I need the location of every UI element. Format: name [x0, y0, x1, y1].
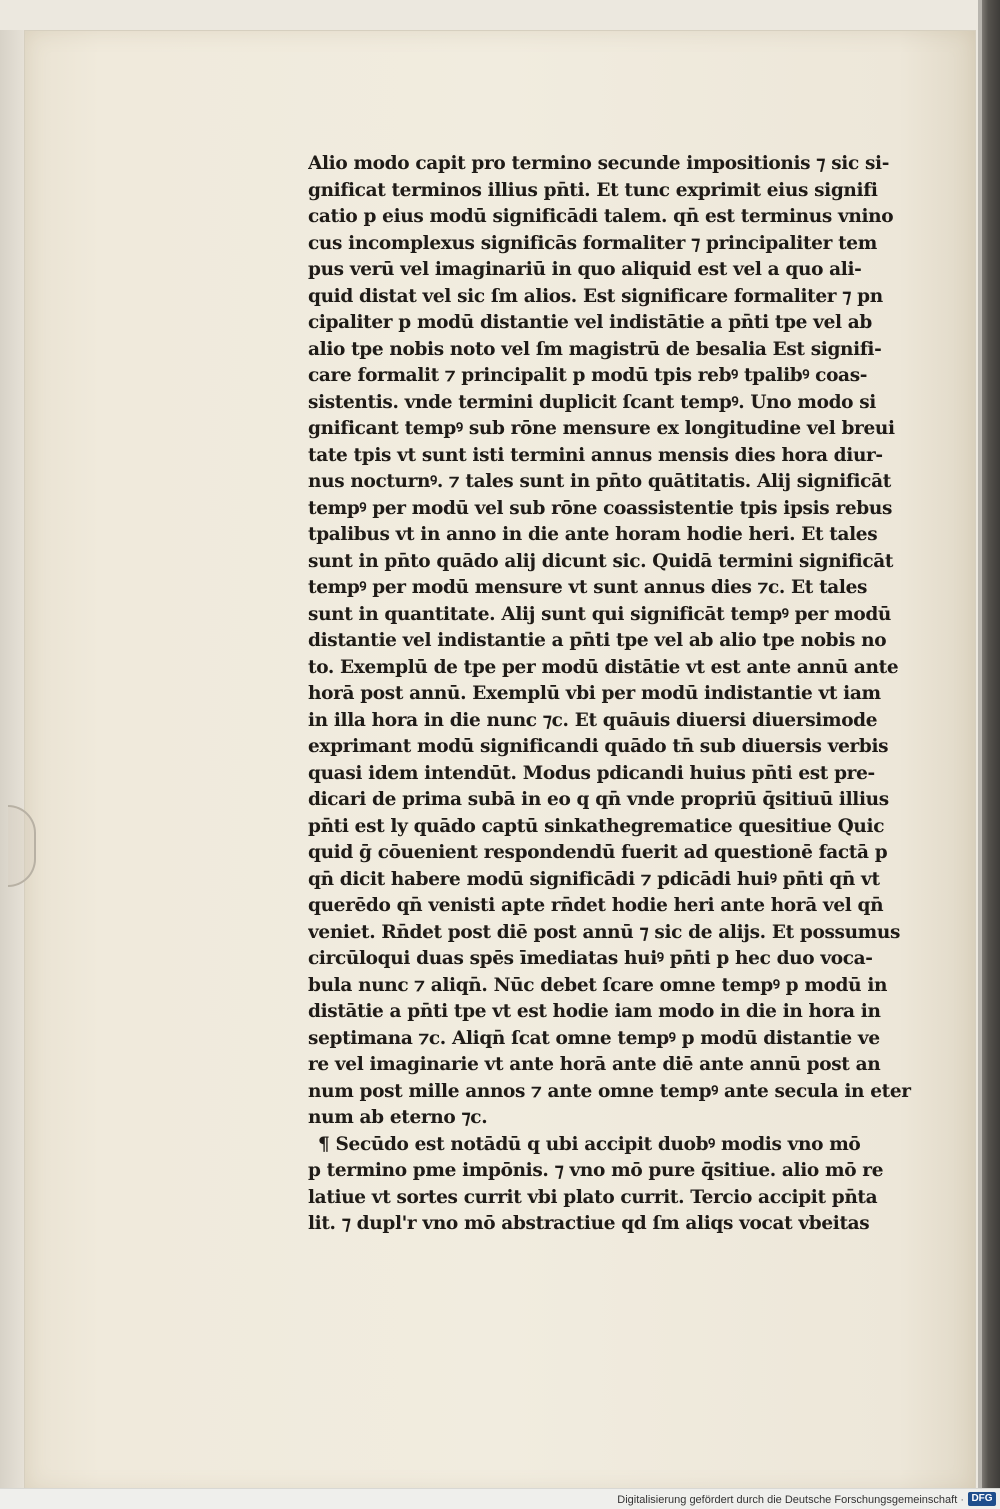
text-line: tpalibus vt in anno in die ante horam hodie heri. Et tales: [308, 524, 878, 545]
text-line: pus verū vel imaginariū in quo aliquid est vel a quo ali-: [308, 259, 862, 280]
text-line: in illa hora in die nunc ⁊c. Et quāuis diuersi diuersimode: [308, 709, 878, 731]
text-line: re vel imaginarie vt ante horā ante diē ante annū post an: [308, 1054, 881, 1075]
text-line: quid ḡ cōuenient respondendū fuerit ad questionē factā p: [308, 842, 888, 863]
text-line: cus incomplexus significās formaliter ⁊ principaliter tem: [308, 232, 877, 254]
text-line: tempꝰ per modū vel sub rōne coassistentie tpis ipsis rebus: [308, 497, 893, 519]
text-line: sunt in quantitate. Alij sunt qui significāt tempꝰ per modū: [308, 603, 892, 625]
text-line: gnificant tempꝰ sub rōne mensure ex longitudine vel breui: [308, 418, 895, 439]
digitization-credit: [617, 1494, 964, 1506]
page-left-edge: [0, 30, 24, 1490]
credit-separator: ·: [960, 1494, 964, 1506]
text-line: distātie a pn̄ti tpe vt est hodie iam modo in die in hora in: [308, 1001, 881, 1022]
text-line: nus nocturnꝰ. ⁊ tales sunt in pn̄to quātitatis. Alij significāt: [308, 471, 891, 492]
text-line: num post mille annos ⁊ ante omne tempꝰ ante secula in eter: [308, 1080, 911, 1102]
text-column: [308, 151, 928, 1238]
text-line: catio p eius modū significādi talem. qn̄ est terminus vnino: [308, 206, 894, 227]
text-line: dicari de prima subā in eo q qn̄ vnde propriū q̄sitiuū illius: [308, 789, 889, 810]
text-line: tate tpis vt sunt isti termini annus mensis dies hora diur-: [308, 444, 883, 466]
text-line: veniet. Rn̄det post diē post annū ⁊ sic de alijs. Et possumus: [308, 921, 901, 943]
text-line: distantie vel indistantie a pn̄ti tpe vel ab alio tpe nobis no: [308, 630, 887, 651]
text-line: tempꝰ per modū mensure vt sunt annus dies ⁊c. Et tales: [308, 577, 868, 598]
text-line: latiue vt sortes currit vbi plato currit. Tercio accipit pn̄ta: [308, 1186, 878, 1208]
text-line: alio tpe nobis noto vel ſm magistrū de besalia Est signifi-: [308, 338, 882, 360]
text-line: care formalit ⁊ principalit p modū tpis rebꝰ tpalibꝰ coas-: [308, 365, 868, 386]
text-line: quasi idem intendūt. Modus pdicandi huius pn̄ti est pre-: [308, 762, 875, 784]
text-line: cipaliter p modū distantie vel indistātie a pn̄ti tpe vel ab: [308, 312, 872, 333]
text-line: pn̄ti est ly quādo captū sinkathegrematice quesitiue Quic: [308, 815, 885, 837]
text-line: qn̄ dicit habere modū significādi ⁊ pdicādi huiꝰ pn̄ti qn̄ vt: [308, 868, 880, 890]
footer-bar: [0, 1488, 1000, 1509]
dfg-logo-icon: DFG: [968, 1492, 996, 1506]
text-line: septimana ⁊c. Aliqn̄ ſcat omne tempꝰ p modū distantie ve: [308, 1027, 880, 1049]
book-binding-edge: [982, 0, 1000, 1495]
text-line: querēdo qn̄ venisti apte rn̄det hodie heri ante horā vel qn̄: [308, 895, 884, 916]
text-line: to. Exemplū de tpe per modū distātie vt est ante annū ante: [308, 656, 899, 678]
text-line: Alio modo capit pro termino secunde impositionis ⁊ sic si-: [308, 153, 890, 174]
text-line: sistentis. vnde termini duplicit ſcant tempꝰ. Uno modo si: [308, 391, 876, 413]
text-line: lit. ⁊ dupl'r vno mō abstractiue qd ſm aliqs vocat vbeitas: [308, 1213, 870, 1234]
text-line: circūloqui duas spēs īmediatas huiꝰ pn̄ti p hec duo voca-: [308, 948, 873, 969]
text-line: ¶ Secūdo est notādū q ubi accipit duobꝰ modis vno mō: [318, 1133, 861, 1155]
text-line: p termino pme impōnis. ⁊ vno mō pure q̄sitiue. alio mō re: [308, 1160, 884, 1181]
credit-text: Digitalisierung gefördert durch die Deutsche Forschungsgemeinschaft: [617, 1494, 958, 1506]
text-line: num ab eterno ⁊c.: [308, 1107, 488, 1128]
text-line: bula nunc ⁊ aliqn̄. Nūc debet ſcare omne tempꝰ p modū in: [308, 974, 888, 996]
text-line: quid distat vel sic ſm alios. Est significare formaliter ⁊ pn: [308, 285, 883, 307]
text-line: exprimant modū significandi quādo tn̄ sub diuersis verbis: [308, 736, 889, 757]
text-line: sunt in pn̄to quādo alij dicunt sic. Quidā termini significāt: [308, 550, 894, 572]
text-line: gnificat terminos illius pn̄ti. Et tunc exprimit eius signifi: [308, 179, 878, 201]
text-line: horā post annū. Exemplū vbi per modū indistantie vt iam: [308, 683, 881, 704]
